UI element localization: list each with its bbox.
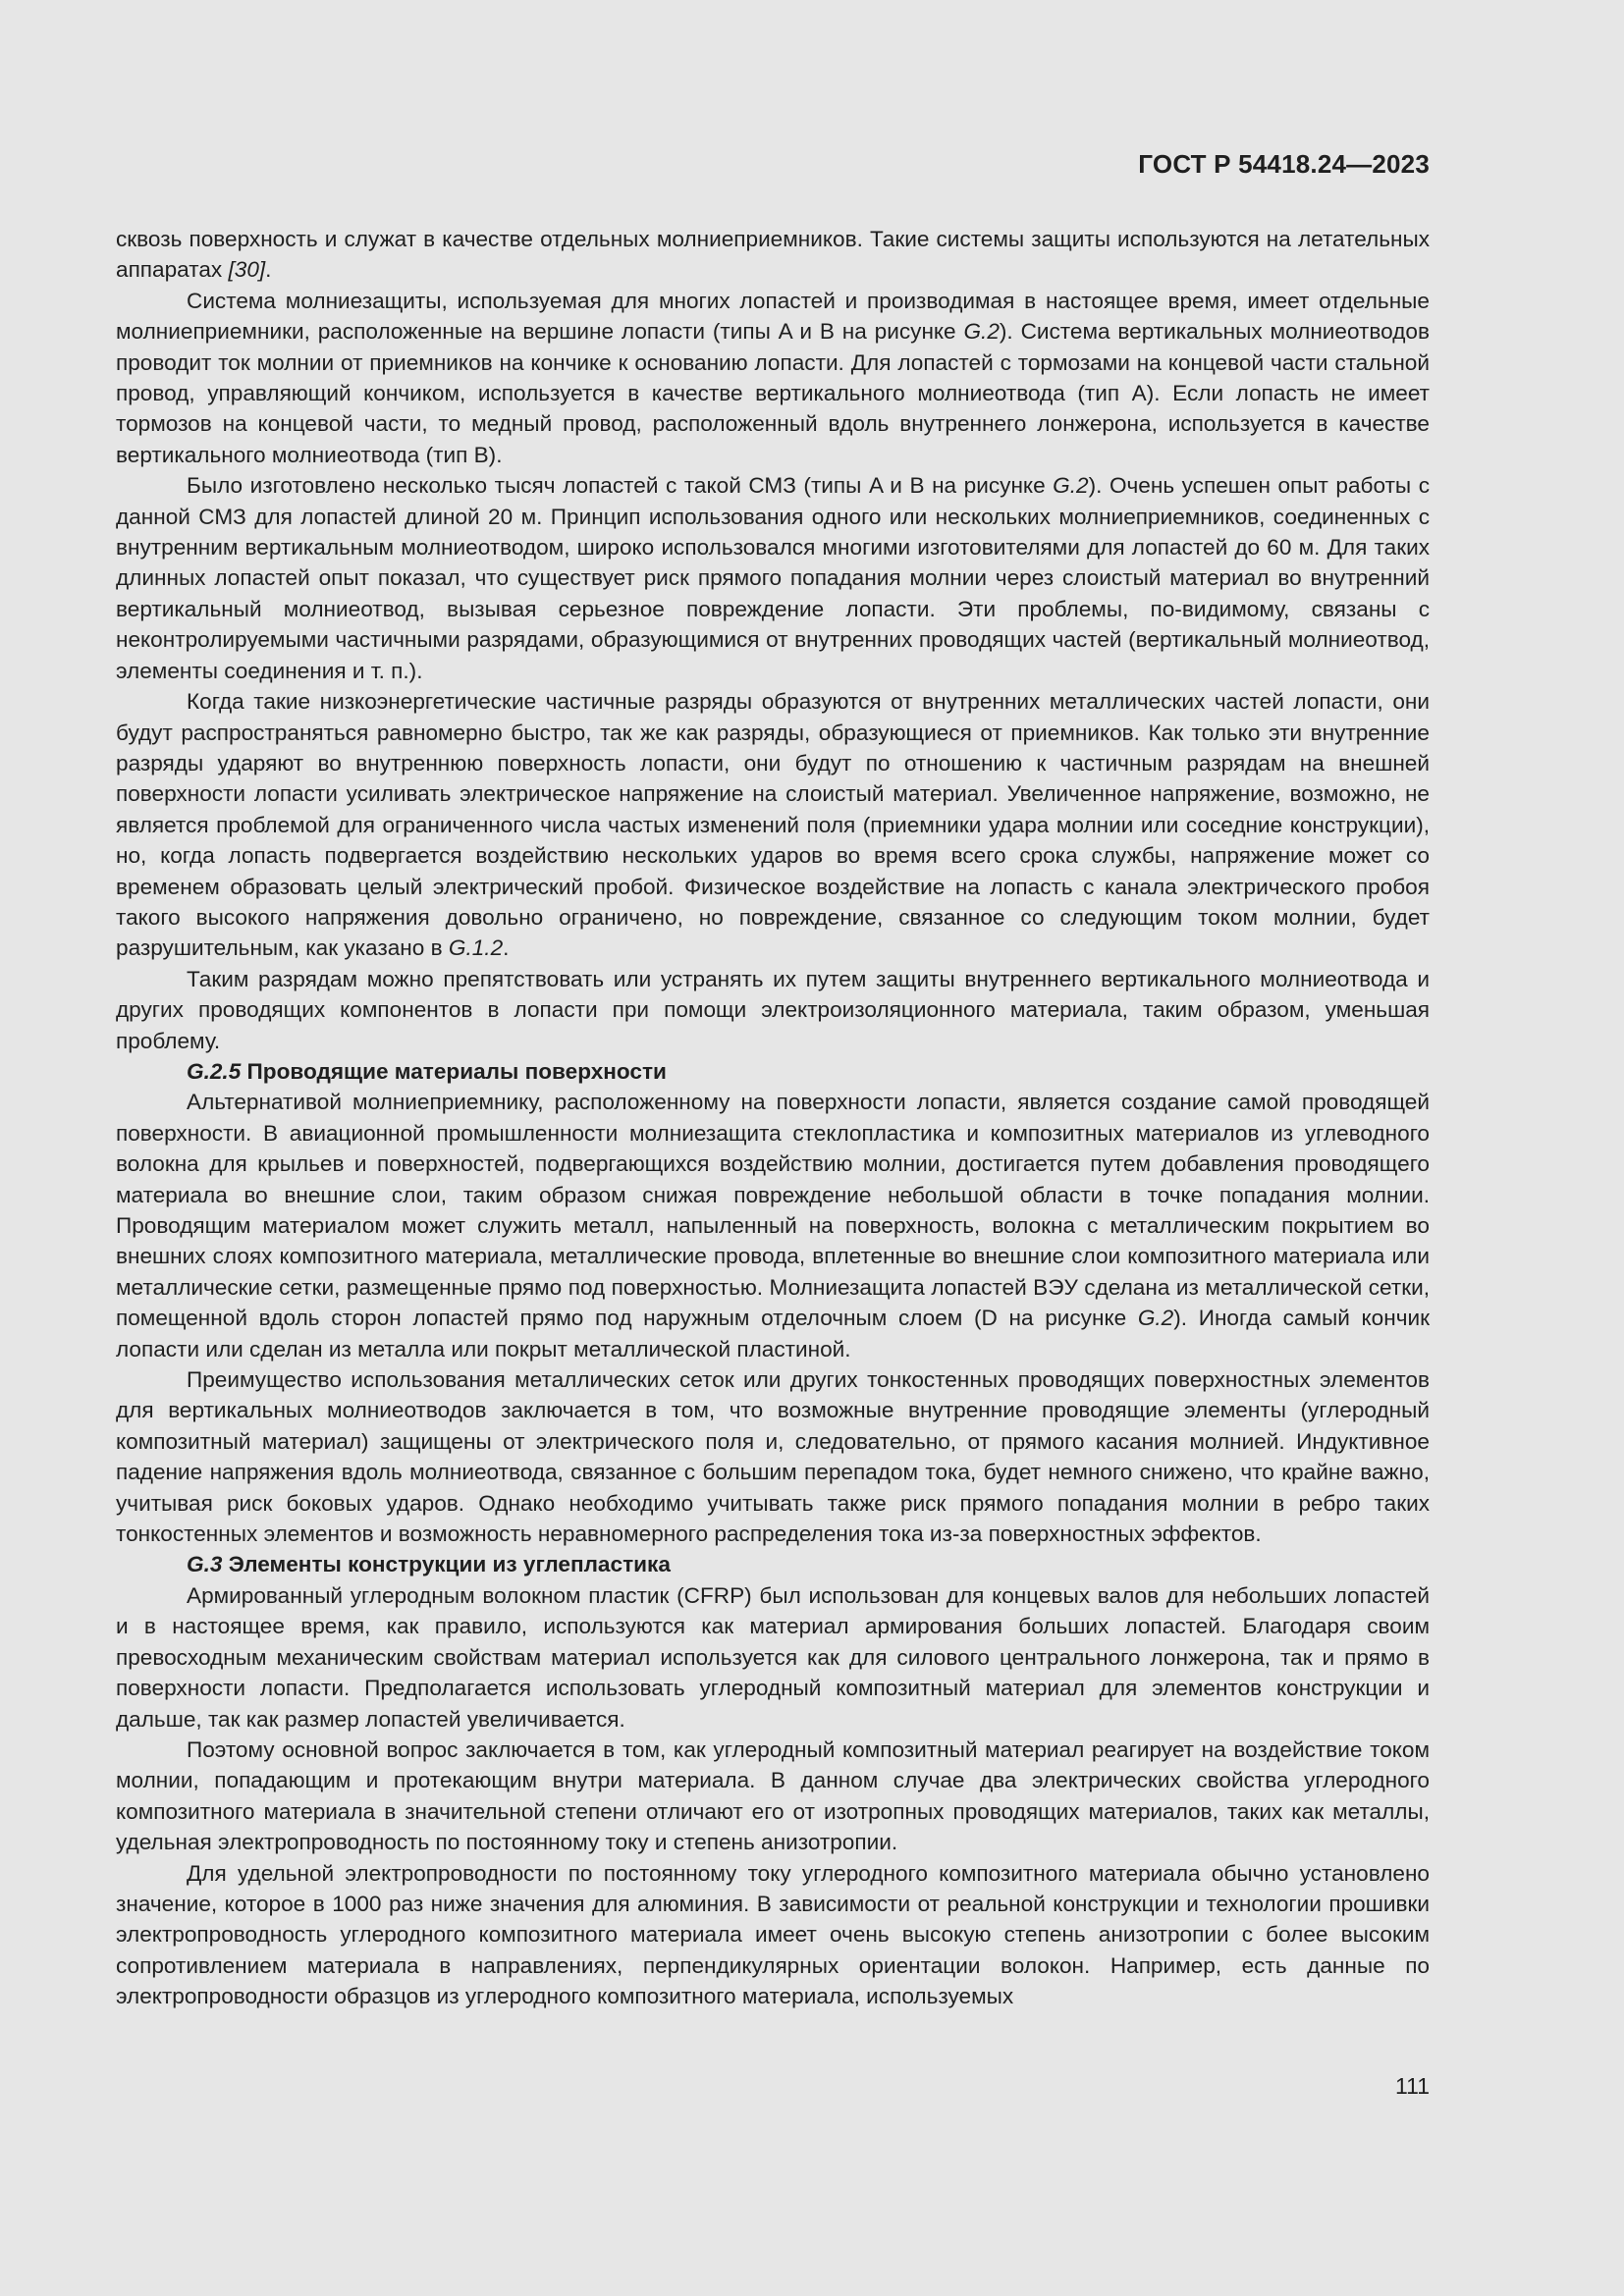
paragraph: Альтернативой молниеприемнику, расположенному на поверхности лопасти, является создание самой проводящей поверхности. В авиационной промышленности молниезащита стеклопластика и композитных материалов из углеводного волокна для крыльев и поверхностей, подвергающихся воздействию молнии, достигается путем добавления проводящего материала во внешние слои, таким образом снижая повреждение небольшой области в точке попадания молнии. Проводящим материалом может служить металл, напыленный на поверхность, волокна с металлическим покрытием во внешних слоях композитного материала, металлические провода, вплетенные во внешние слои композитного материала или металлические сетки, размещенные прямо под поверхностью. Молниезащита лопастей ВЭУ сделана из металлической сетки, помещенной вдоль сторон лопастей прямо под наружным отделочным слоем (D на рисунке G.2). Иногда самый кончик лопасти или сделан из металла или покрыт металлической пластиной. bbox=[116, 1090, 1430, 1362]
document-code-header: ГОСТ Р 54418.24—2023 bbox=[1138, 149, 1430, 179]
subsection-title: Проводящие материалы поверхности bbox=[241, 1058, 667, 1084]
section-title: Элементы конструкции из углепластика bbox=[222, 1552, 671, 1577]
paragraph: Армированный углеродным волокном пластик (CFRP) был использован для концевых валов для небольших лопастей и в настоящее время, как правило, используются как материал армирования больших лопастей. Благодаря своим превосходным механическим свойствам материал используется как для силового центрального лонжерона, так и прямо в поверхности лопасти. Предполагается использовать углеродный композитный материал для элементов конструкции и дальше, так как размер лопастей увеличивается. bbox=[116, 1582, 1430, 1732]
section-reference: G.1.2 bbox=[448, 935, 504, 961]
subsection-number: G.2.5 bbox=[187, 1058, 242, 1084]
page-number: 111 bbox=[1395, 2073, 1430, 2099]
figure-reference: G.2 bbox=[963, 319, 1000, 345]
paragraph: Таким разрядам можно препятствовать или устранять их путем защиты внутреннего вертикального молниеотвода и других проводящих компонентов в лопасти при помощи электроизоляционного материала, таким образом, уменьшая проблему. bbox=[116, 966, 1430, 1053]
document-body bbox=[116, 224, 1430, 2012]
paragraph: сквозь поверхность и служат в качестве отдельных молниеприемников. Такие системы защиты используются на летательных аппаратах [30]. bbox=[116, 227, 1430, 283]
paragraph: Было изготовлено несколько тысяч лопастей с такой СМЗ (типы A и B на рисунке G.2). Очень успешен опыт работы с данной СМЗ для лопастей длиной 20 м. Принцип использования одного или нескольких молниеприемников, соединенных с внутренним вертикальным молниеотводом, широко использовался многими изготовителями для лопастей до 60 м. Для таких длинных лопастей опыт показал, что существует риск прямого попадания молнии через слоистый материал во внутренний вертикальный молниеотвод, вызывая серьезное повреждение лопасти. Эти проблемы, по-видимому, связаны с неконтролируемыми частичными разрядами, образующимися от внутренних проводящих частей (вертикальный молниеотвод, элементы соединения и т. п.). bbox=[116, 473, 1430, 683]
subsection-heading bbox=[116, 1056, 1430, 1087]
figure-reference: G.2 bbox=[1137, 1306, 1174, 1331]
paragraph: Когда такие низкоэнергетические частичные разряды образуются от внутренних металлических частей лопасти, они будут распространяться равномерно быстро, так же как разряды, образующиеся от приемников. Как только эти внутренние разряды ударяют во внутреннюю поверхность лопасти, они будут по отношению к частичным разрядам на внешней поверхности лопасти усиливать электрическое напряжение на слоистый материал. Увеличенное напряжение, возможно, не является проблемой для ограниченного числа частых изменений поля (приемники удара молнии или соседние конструкции), но, когда лопасть подвергается воздействию нескольких ударов во время всего срока службы, напряжение может со временем образовать целый электрический пробой. Физическое воздействие на лопасть с канала электрического пробоя такого высокого напряжения довольно ограничено, но повреждение, связанное со следующим током молнии, будет разрушительным, как указано в G.1.2. bbox=[116, 689, 1430, 961]
section-heading bbox=[116, 1549, 1430, 1579]
paragraph: Для удельной электропроводности по постоянному току углеродного композитного материала обычно установлено значение, которое в 1000 раз ниже значения для алюминия. В зависимости от реальной конструкции и технологии прошивки электропроводность углеродного композитного материала имеет очень высокую степень анизотропии с более высоким сопротивлением материала в направлениях, перпендикулярных ориентации волокон. Например, есть данные по электропроводности образцов из углеродного композитного материала, используемых bbox=[116, 1860, 1430, 2009]
paragraph: Преимущество использования металлических сеток или других тонкостенных проводящих поверхностных элементов для вертикальных молниеотводов заключается в том, что возможные внутренние проводящие элементы (углеродный композитный материал) защищены от электрического поля и, следовательно, от прямого касания молнией. Индуктивное падение напряжения вдоль молниеотвода, связанное с большим перепадом тока, будет немного снижено, что крайне важно, учитывая риск боковых ударов. Однако необходимо учитывать также риск прямого попадания молнии в ребро таких тонкостенных элементов и возможность неравномерного распределения тока из-за поверхностных эффектов. bbox=[116, 1367, 1430, 1547]
paragraph: Система молниезащиты, используемая для многих лопастей и производимая в настоящее время, имеет отдельные молниеприемники, расположенные на вершине лопасти (типы A и B на рисунке G.2). Система вертикальных молниеотводов проводит ток молнии от приемников на кончике к основанию лопасти. Для лопастей с тормозами на концевой части стальной провод, управляющий кончиком, используется в качестве вертикального молниеотвода (тип A). Если лопасть не имеет тормозов на концевой части, то медный провод, расположенный вдоль внутреннего лонжерона, используется в качестве вертикального молниеотвода (тип B). bbox=[116, 288, 1430, 467]
bibliography-reference: [30] bbox=[228, 257, 266, 283]
paragraph: Поэтому основной вопрос заключается в том, как углеродный композитный материал реагирует на воздействие током молнии, попадающим и протекающим внутри материала. В данном случае два электрических свойства углеродного композитного материала в значительной степени отличают его от изотропных проводящих материалов, таких как металлы, удельная электропроводность по постоянному току и степень анизотропии. bbox=[116, 1736, 1430, 1855]
figure-reference: G.2 bbox=[1053, 473, 1089, 499]
section-number: G.3 bbox=[187, 1552, 223, 1577]
